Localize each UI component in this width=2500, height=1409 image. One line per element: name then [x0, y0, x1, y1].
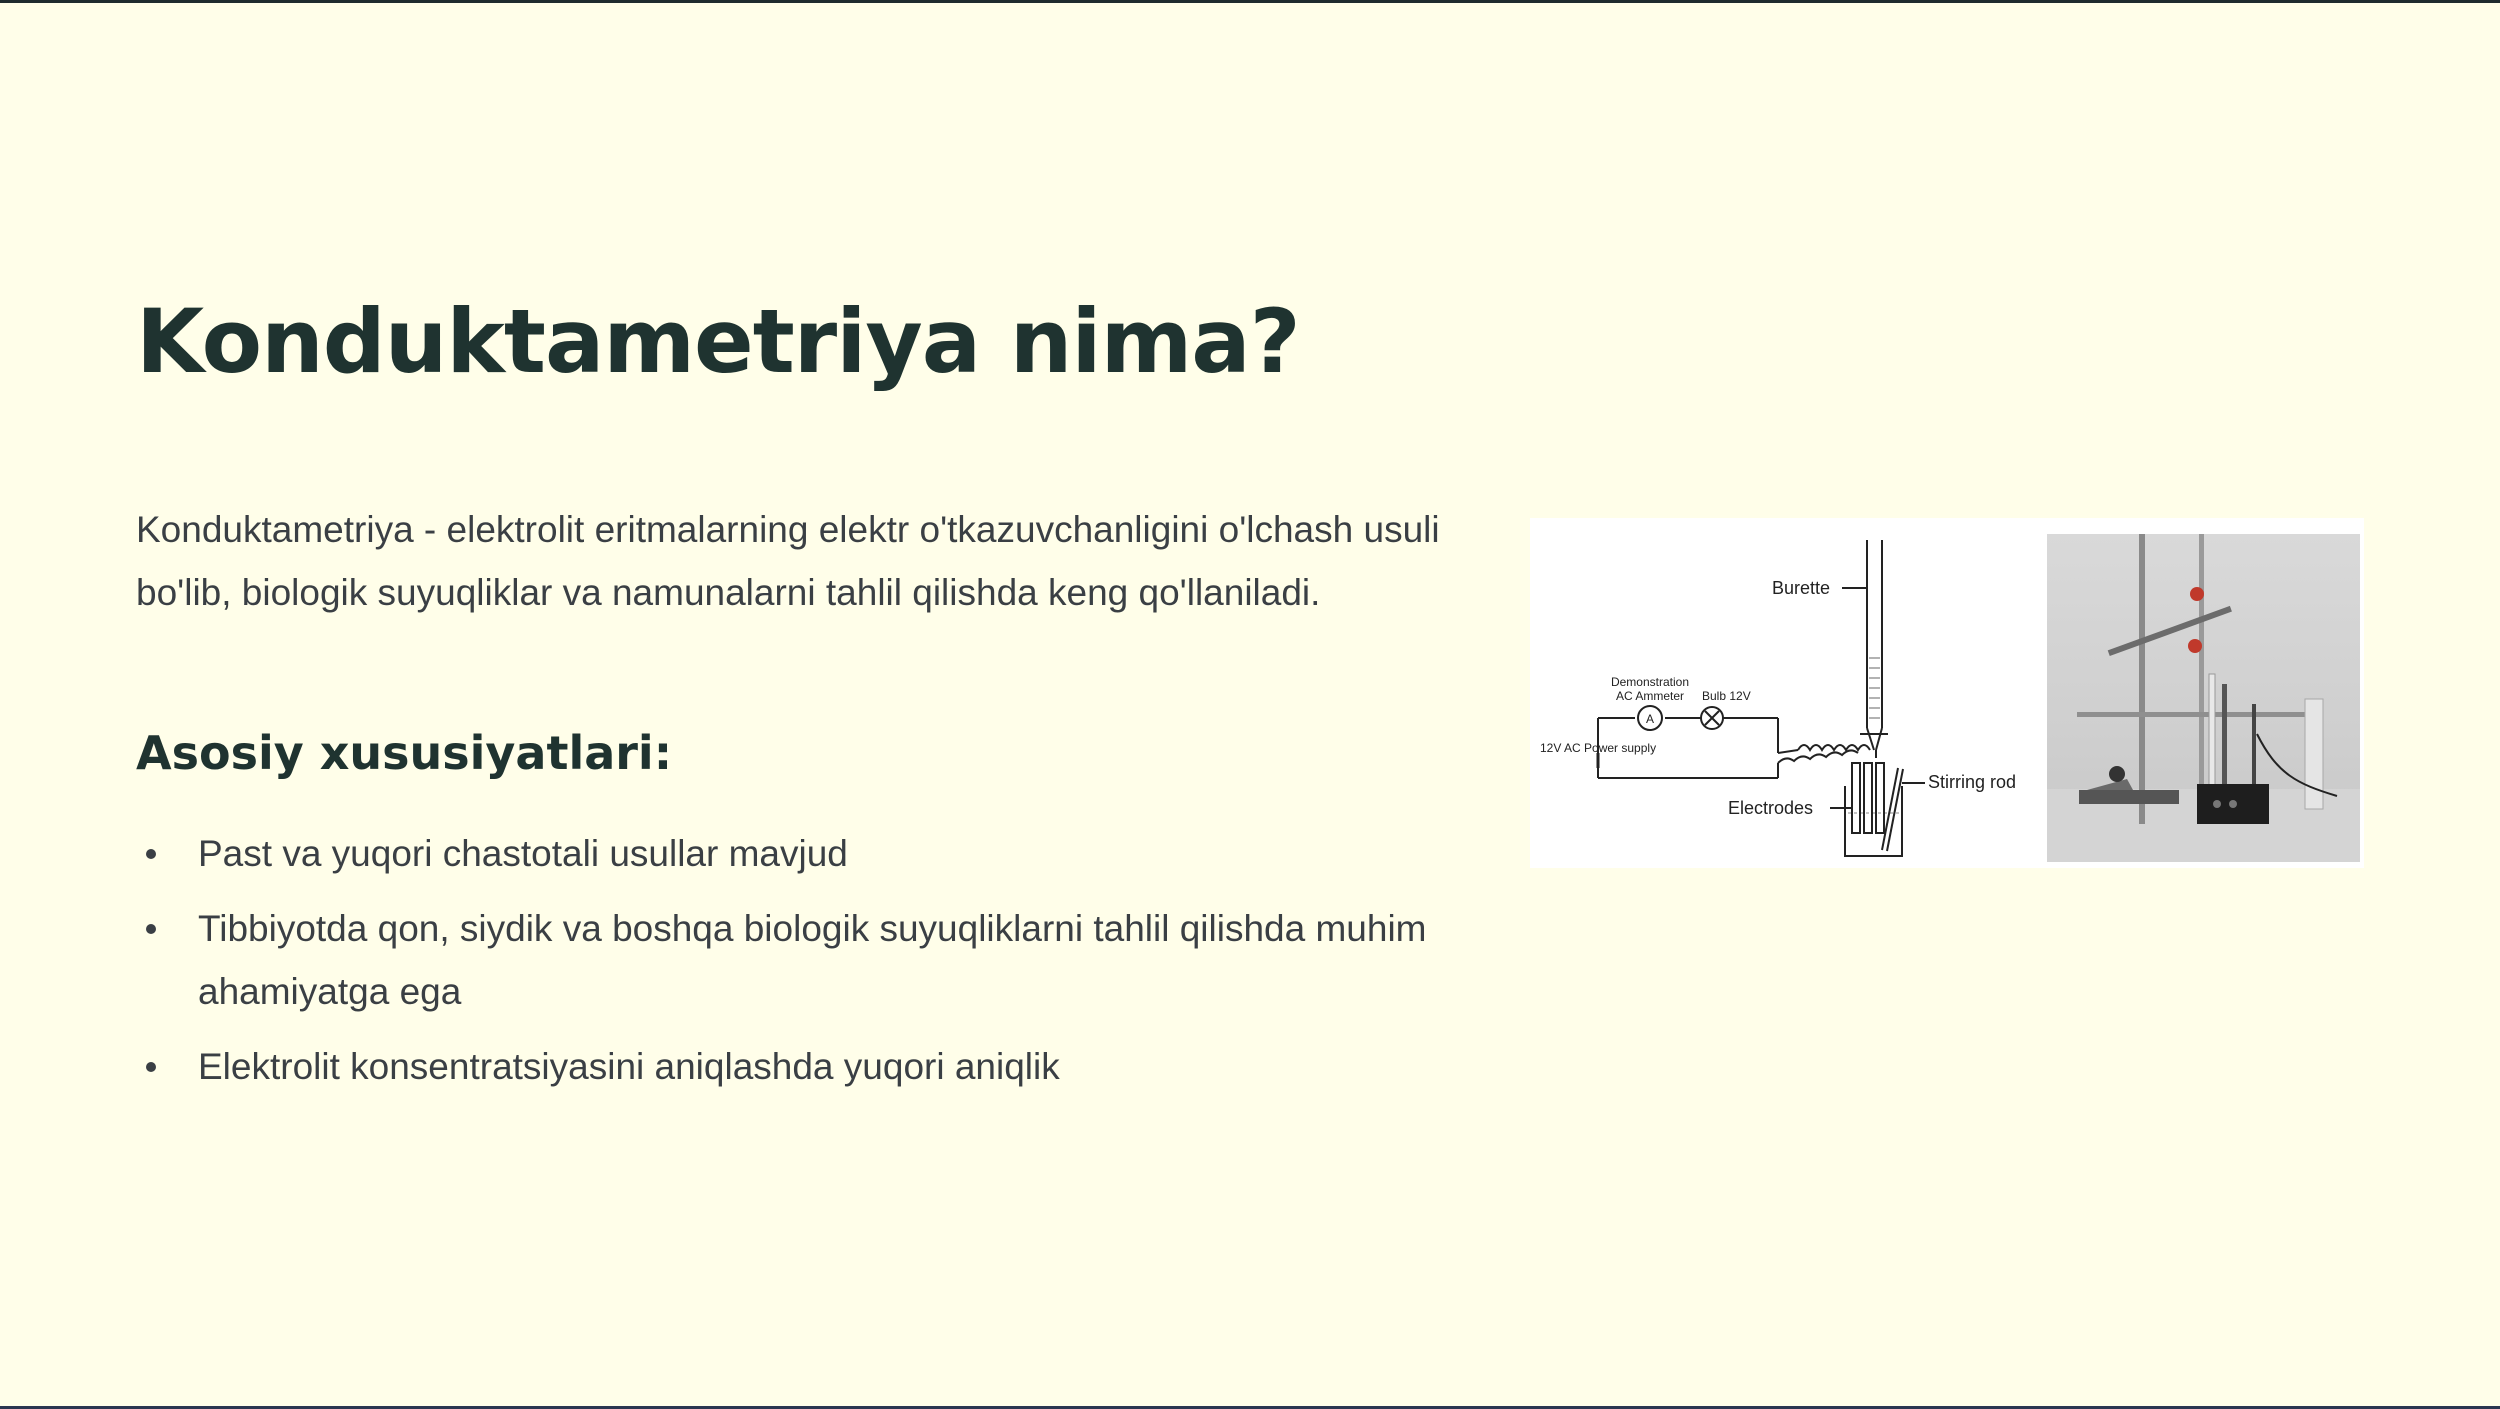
bullet-icon	[146, 849, 156, 859]
lab-stand-photo-icon	[2047, 534, 2360, 862]
list-item	[136, 1035, 1436, 1098]
feature-list	[136, 822, 1436, 1110]
top-border	[0, 0, 2500, 3]
electrodes-label: Electrodes	[1728, 798, 1814, 818]
burette-label: Burette	[1772, 578, 1831, 598]
list-item	[136, 822, 1436, 885]
list-item	[136, 897, 1436, 1023]
slide-title: Konduktametriya nima?	[136, 290, 1300, 393]
ammeter-label: AC Ammeter	[1615, 689, 1685, 703]
ammeter-label: Demonstration	[1610, 675, 1690, 689]
lab-photo	[2047, 534, 2360, 862]
section-heading: Asosiy xususiyatlari:	[136, 726, 673, 780]
ammeter-symbol: A	[1645, 712, 1655, 726]
conductometry-figure	[1530, 518, 2364, 868]
power-supply-label: 12V AC Power supply	[1540, 741, 1657, 755]
list-item-text: Tibbiyotda qon, siydik va boshqa biologik suyuqliklarni tahlil qilishda muhim ahamiyatga ega	[198, 908, 1427, 1012]
list-item-text: Past va yuqori chastotali usullar mavjud	[198, 833, 848, 874]
bullet-icon	[146, 924, 156, 934]
bulb-label: Bulb 12V	[1702, 689, 1751, 703]
stirring-rod-label: Stirring rod	[1928, 772, 2017, 792]
intro-paragraph: Konduktametriya - elektrolit eritmalarning elektr o'tkazuvchanligini o'lchash usuli bo'lib, biologik suyuqliklar va namunalarni tahlil qilishda keng qo'llaniladi.	[136, 509, 1440, 613]
stirring-rod-icon	[1882, 768, 1925, 851]
electrodes-icon	[1830, 763, 1884, 833]
list-item-text: Elektrolit konsentratsiyasini aniqlashda yuqori aniqlik	[198, 1046, 1060, 1087]
burette-icon	[1842, 540, 1888, 758]
bullet-icon	[146, 1062, 156, 1072]
